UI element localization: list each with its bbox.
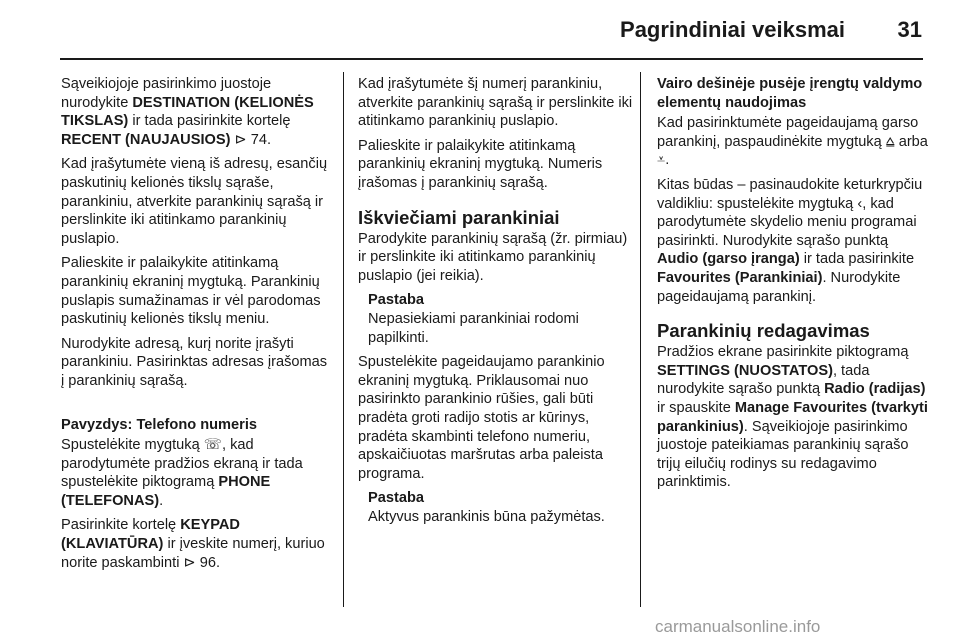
paragraph: Parodykite parankinių sąrašą (žr. pirmiau) ir perslinkite iki atitinkamo parankinių puslapio (jei reikia). [358,230,628,284]
running-title: Pagrindiniai veiksmai [620,17,845,42]
column-2 [358,75,634,532]
page-header [0,0,960,58]
header-rule [60,58,923,60]
note-text: Aktyvus parankinis būna pažymėtas. [368,508,605,525]
paragraph: Spustelėkite mygtuką ☏, kad parodytumėte pradžios ekraną ir tada spustelėkite piktogramą PHONE (TELEFONAS). [61,437,303,509]
column-divider-2 [640,72,641,607]
paragraph: Spustelėkite pageidaujamo parankinio ekraninį mygtuką. Priklausomai nuo pasirinkto parankinio rūšies, gali būti pradėta groti radijo stotis ar kūrinys, pradėta skambinti telefono numeriu, apskaičiuotas maršrutas arba paleista programa. [358,354,605,482]
note-box [368,489,634,526]
paragraph: Palieskite ir palaikykite atitinkamą parankinių ekraninį mygtuką. Numeris įrašomas į parankinių sąrašą. [358,137,603,191]
paragraph: Palieskite ir palaikykite atitinkamą parankinių ekraninį mygtuką. Parankinių puslapis sumažinamas ir vėl parodomas paskutinių kelionės tikslų meniu. [61,255,321,328]
paragraph: Kad įrašytumėte šį numerį parankiniu, atverkite parankinių sąrašą ir perslinkite iki atitinkamo parankinių puslapio. [358,76,633,130]
page-number: 31 [897,17,922,42]
subsection-heading: Vairo dešinėje pusėje įrengtų valdymo elementų naudojimas [657,76,923,111]
example-heading: Pavyzdys: Telefono numeris [61,416,257,433]
paragraph: Pasirinkite kortelę KEYPAD (KLAVIATŪRA) ir įveskite numerį, kuriuo norite paskambinti ⊳ 96. [61,517,325,571]
paragraph: Sąveikiojoje pasirinkimo juostoje nurodykite DESTINATION (KELIONĖS TIKSLAS) ir tada pasirinkite kortelę RECENT (NAUJAUSIOS) ⊳ 74. [61,76,314,148]
note-text: Nepasiekiami parankiniai rodomi papilkinti. [368,310,579,346]
section-heading: Parankinių redagavimas [657,320,870,342]
note-title: Pastaba [368,490,424,507]
paragraph: Nurodykite adresą, kurį norite įrašyti parankiniu. Pasirinktas adresas įrašomas į parankinių sąrašą. [61,335,328,389]
note-box [368,291,634,347]
paragraph: Kitas būdas – pasinaudokite keturkrypčiu valdikliu: spustelėkite mygtuką ‹, kad parodytumėte skydelio meniu programai pasirinkti. Nurodykite sąrašo punktą Audio (garso įranga) ir tada pasirinkite Favourites (Parankiniai). Nurodykite pageidaujamą parankinį. [657,176,923,305]
column-1 [61,75,331,578]
paragraph: Kad įrašytumėte vieną iš adresų, esančių paskutinių kelionės tikslų sąraše, parankiniu, atverkite parankinių sąrašą ir perslinkite iki atitinkamo parankinių puslapio. [61,156,328,247]
section-heading: Iškviečiami parankiniai [358,206,560,228]
column-3 [657,75,929,498]
paragraph: Pradžios ekrane pasirinkite piktogramą SETTINGS (NUOSTATOS), tada nurodykite sąrašo punktą Radio (radijas) ir spauskite Manage Favourites (tvarkyti parankinius). Sąveikiojoje pasirinkimo juostoje pateikiamas parankinių sąrašo trijų eilučių rodinys su redagavimo parinktimis. [657,344,928,491]
watermark: carmanualsonline.info [655,617,821,636]
note-title: Pastaba [368,292,424,309]
paragraph: Kad pasirinktumėte pageidaujamą garso parankinį, paspaudinėkite mygtuką ⩠ arba ⩡. [657,115,928,169]
column-divider-1 [343,72,344,607]
